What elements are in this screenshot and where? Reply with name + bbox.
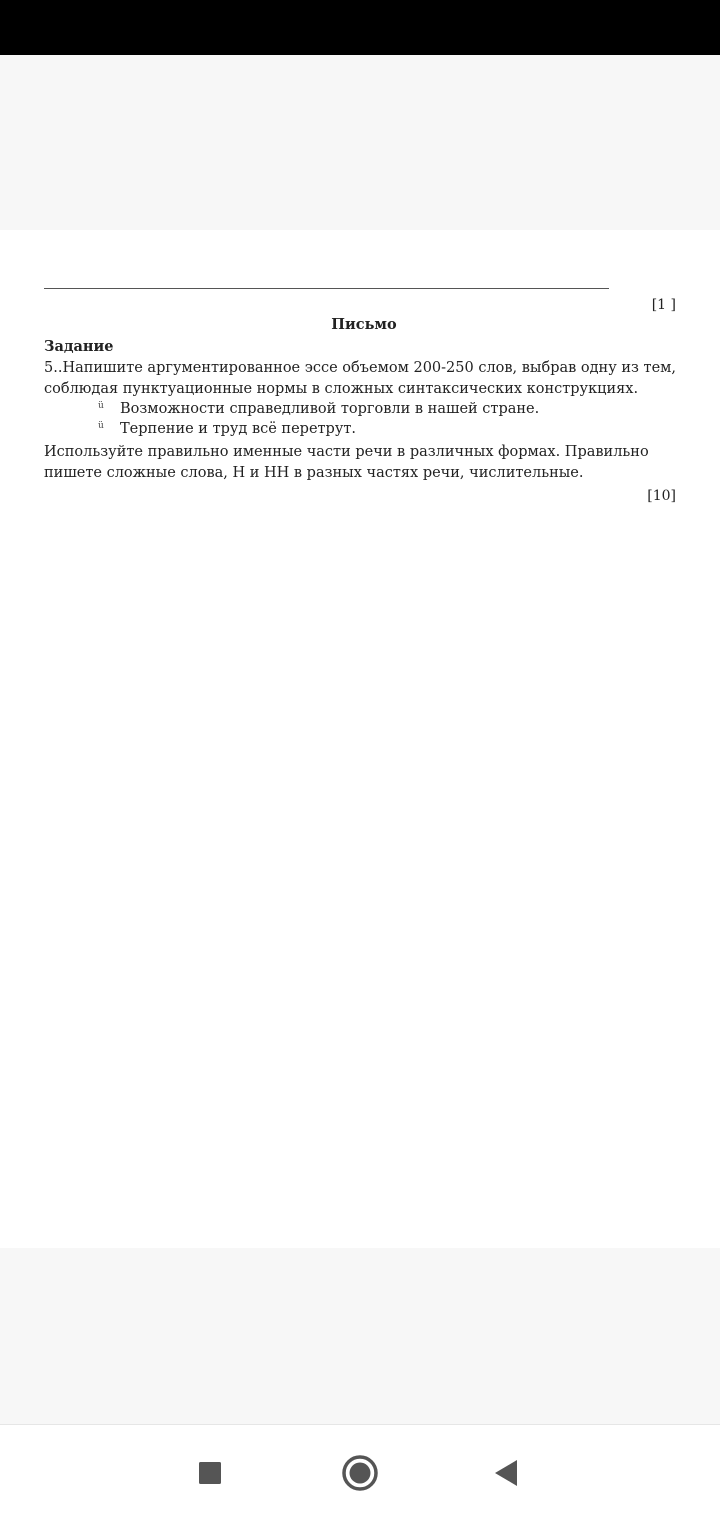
back-triangle-icon [484,1449,528,1497]
back-button[interactable] [484,1449,528,1501]
topic-text: Возможности справедливой торговли в нашей стране. [120,401,540,417]
topic-item [44,399,684,419]
recents-square-icon [188,1449,232,1497]
home-button[interactable] [336,1449,384,1501]
topic-item [44,419,684,439]
bullet-mark: ü [98,401,104,411]
recents-button[interactable] [188,1449,232,1501]
document-content [44,283,684,507]
instructions-text: Используйте правильно именные части речи в различных формах. Правильно пишете сложные слова, Н и НН в разных частях речи, числительные. [44,444,649,481]
viewer-top-margin [0,55,720,230]
section-title: Письмо [331,316,397,333]
score-marker-bottom: [10] [647,488,676,504]
topic-text: Терпение и труд всё перетрут. [120,421,356,437]
viewer-bottom-margin [0,1248,720,1424]
task-text: 5..Напишите аргументированное эссе объемом 200-250 слов, выбрав одну из тем, соблюдая пунктуационные нормы в сложных синтаксических конструкциях. [44,360,677,397]
home-circle-icon [336,1449,384,1497]
bullet-mark: ü [98,421,104,431]
task-heading: Задание [44,338,114,355]
horizontal-rule [44,288,609,289]
score-marker-top: [1 ] [651,297,676,313]
system-navigation-bar [0,1424,720,1521]
topic-list [44,399,684,439]
status-bar [0,0,720,55]
